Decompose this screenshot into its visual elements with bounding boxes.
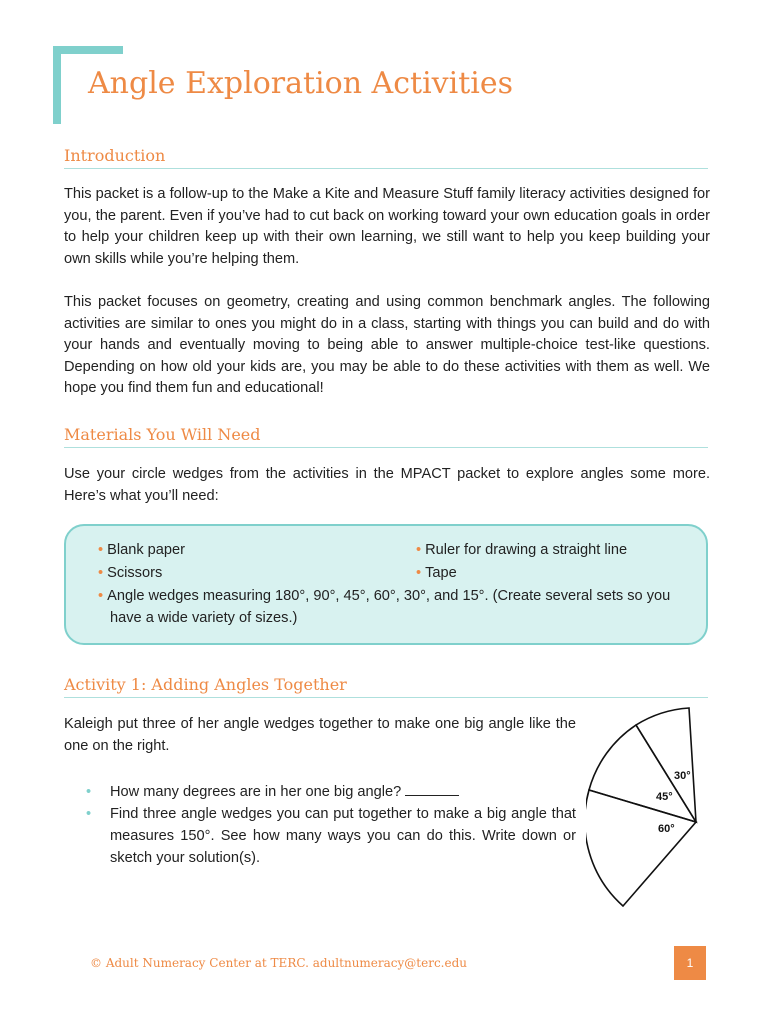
- angle-wedges-diagram: [586, 700, 706, 910]
- bullet-icon: •: [98, 565, 104, 581]
- bullet-icon: •: [416, 542, 422, 558]
- material-item: • Ruler for drawing a straight line: [416, 542, 628, 558]
- bullet-icon: •: [86, 806, 92, 822]
- question-item: • How many degrees are in her one big angle?: [86, 781, 576, 803]
- material-item: • Scissors: [98, 565, 163, 581]
- title-bracket-horizontal: [53, 46, 123, 54]
- materials-heading: Materials You Will Need: [64, 425, 708, 448]
- bullet-icon: •: [86, 784, 92, 800]
- activity1-paragraph: Kaleigh put three of her angle wedges together to make one big angle like the one on the right.: [64, 716, 576, 754]
- introduction-heading: Introduction: [64, 146, 708, 169]
- material-item: • Blank paper: [98, 542, 185, 558]
- intro-paragraph-1: This packet is a follow-up to the Make a Kite and Measure Stuff family literacy activities designed for you, the parent. Even if you’ve had to cut back on working toward your own education goals in order to help your children keep up with their own learning, we still want to help you keep building your own skills while you’re helping them.: [64, 186, 710, 267]
- intro-paragraph-2: This packet focuses on geometry, creating and using common benchmark angles. The following activities are similar to ones you might do in a class, starting with things you can build and do with your hands and eventually moving to being able to answer multiple-choice test-like questions. Depending on how old your kids are, you may be able to do these activities with them as well. We hope you find them fun and educational!: [64, 294, 710, 396]
- material-item: • Tape: [416, 565, 457, 581]
- activity1-heading: Activity 1: Adding Angles Together: [64, 675, 708, 698]
- angle-label-45: 45°: [656, 791, 673, 803]
- bullet-icon: •: [98, 588, 104, 604]
- material-item: • Angle wedges measuring 180°, 90°, 45°, 60°, 30°, and 15°. (Create several sets so you have a wide variety of sizes.): [98, 588, 671, 626]
- answer-blank[interactable]: [405, 783, 459, 796]
- page-title: Angle Exploration Activities: [88, 66, 514, 101]
- question-item: • Find three angle wedges you can put together to make a big angle that measures 150°. See how many ways you can do this. Write down or sketch your solution(s).: [86, 803, 576, 869]
- activity1-questions: [86, 781, 576, 869]
- bullet-icon: •: [416, 565, 422, 581]
- wedge-60: [586, 790, 696, 906]
- wedge-30: [636, 708, 696, 822]
- materials-paragraph: Use your circle wedges from the activities in the MPACT packet to explore angles some more. Here’s what you’ll need:: [64, 466, 710, 504]
- page-number: 1: [674, 946, 706, 980]
- angle-label-30: 30°: [674, 770, 691, 782]
- bullet-icon: •: [98, 542, 104, 558]
- angle-label-60: 60°: [658, 823, 675, 835]
- title-bracket-vertical: [53, 46, 61, 124]
- footer-copyright: © Adult Numeracy Center at TERC. adultnumeracy@terc.edu: [90, 956, 467, 970]
